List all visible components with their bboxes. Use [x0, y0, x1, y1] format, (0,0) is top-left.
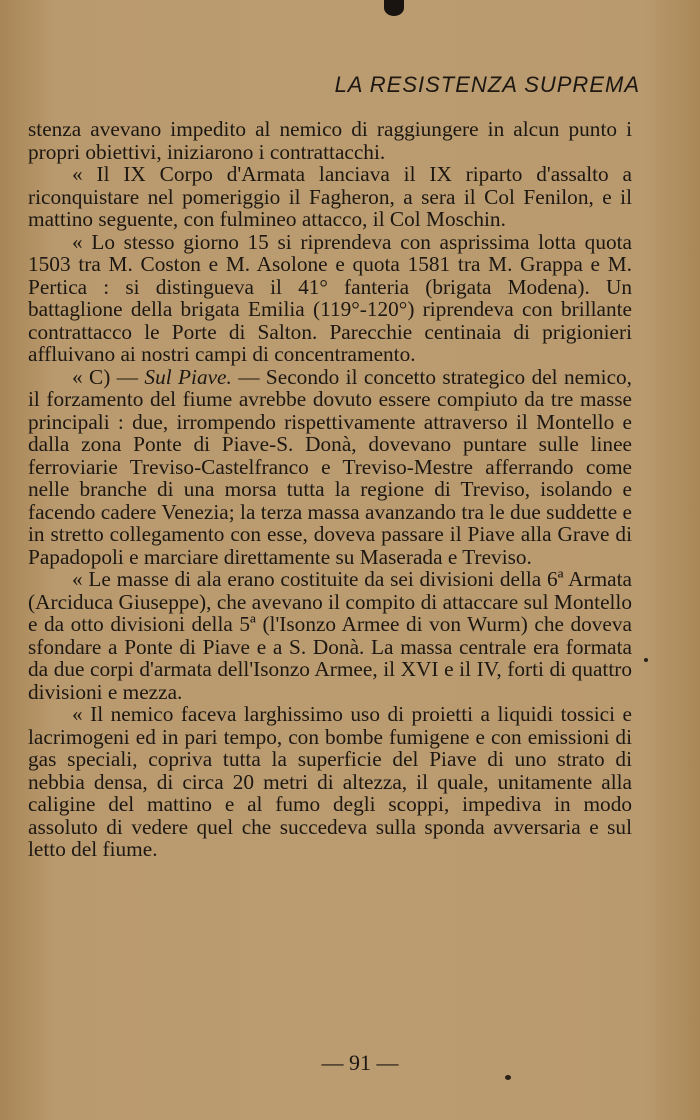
paragraph-4 [28, 366, 632, 569]
paragraph-1: stenza avevano impedito al nemico di raggiungere in alcun punto i propri obiettivi, iniziarono i contrattacchi. [28, 117, 632, 164]
section-text: — Secondo il concetto strategico del nemico, il forzamento del fiume avrebbe dovuto essere compiuto da tre masse principali : due, irrompendo rispettivamente attraverso il Montello e dalla zona Ponte di Piave-S. Donà, dovevano puntare sulle linee ferroviarie Treviso-Castelfranco e Treviso-Mestre afferrando come nelle branche di una morsa tutta la regione di Treviso, isolando e facendo cadere Venezia; la terza massa avanzando tra le due suddette e in stretto collegamento con esse, doveva passare il Piave alla Grave di Papadopoli e marciare direttamente su Maserada e Treviso. [28, 364, 633, 569]
page-number: — 91 — [321, 1050, 399, 1075]
paper-speck [644, 658, 648, 662]
paragraph-2: « Il IX Corpo d'Armata lanciava il IX riparto d'assalto a riconquistare nel pomeriggio il Fagheron, a sera il Col Fenilon, e il mattino seguente, con fulmineo attacco, il Col Moschin. [28, 162, 632, 231]
paragraph-6: « Il nemico faceva larghissimo uso di proietti a liquidi tossici e lacrimogeni ed in pari tempo, con bombe fumigene e con emissioni di gas speciali, copriva tutta la superficie del Piave di uno strato di nebbia densa, di circa 20 metri di altezza, il quale, unitamente alla caligine del mattino e al fumo degli scoppi, impediva in modo assoluto di vedere quel che succedeva sulla sponda avversaria e sul letto del fiume. [28, 702, 632, 861]
section-lead: « C) — [72, 364, 145, 389]
paragraph-5: « Le masse di ala erano costituite da sei divisioni della 6ª Armata (Arciduca Giuseppe), che avevano il compito di attaccare sul Montello e da otto divisioni della 5ª (l'Isonzo Armee di von Wurm) che doveva sfondare a Ponte di Piave e a S. Donà. La massa centrale era formata da due corpi d'armata dell'Isonzo Armee, il XVI e il IV, forti di quattro divisioni e mezza. [28, 567, 632, 704]
body-text [28, 118, 632, 861]
paragraph-3: « Lo stesso giorno 15 si riprendeva con asprissima lotta quota 1503 tra M. Coston e M. Asolone e quota 1581 tra M. Grappa e M. Pertica : si distingueva il 41° fanteria (brigata Modena). Un battaglione della brigata Emilia (119°-120°) riprendeva con brillante contrattacco le Porte di Salton. Parecchie centinaia di prigionieri affluivano ai nostri campi di concentramento. [28, 229, 632, 366]
section-title: Sul Piave. [144, 364, 232, 389]
binding-hole [384, 0, 404, 16]
running-title: LA RESISTENZA SUPREMA [334, 72, 640, 97]
paper-speck [505, 1075, 511, 1080]
